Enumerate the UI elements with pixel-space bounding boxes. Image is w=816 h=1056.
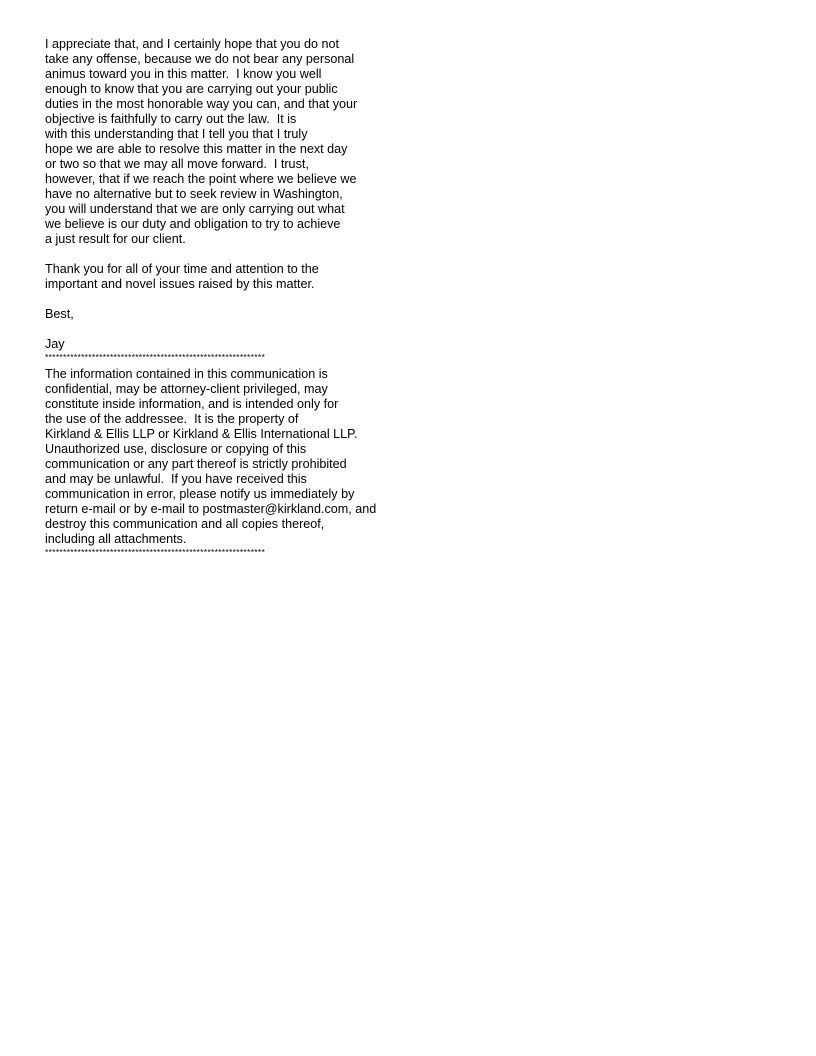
- text-line: with this understanding that I tell you that I truly: [45, 127, 308, 141]
- text-line: Thank you for all of your time and attention to the: [45, 262, 319, 276]
- disclaimer-line: destroy this communication and all copies thereof,: [45, 517, 325, 531]
- email-document: [45, 37, 785, 562]
- disclaimer-line: communication in error, please notify us immediately by: [45, 487, 355, 501]
- disclaimer-line: and may be unlawful. If you have received this: [45, 472, 307, 486]
- disclaimer-line: constitute inside information, and is intended only for: [45, 397, 339, 411]
- disclaimer-line: Unauthorized use, disclosure or copying of this: [45, 442, 307, 456]
- disclaimer-line: communication or any part thereof is strictly prohibited: [45, 457, 347, 471]
- paragraph-spacer: [45, 292, 785, 307]
- separator-bottom: *************************************************************: [45, 547, 266, 557]
- text-line: duties in the most honorable way you can, and that your: [45, 97, 358, 111]
- text-line: have no alternative but to seek review in Washington,: [45, 187, 343, 201]
- text-line: or two so that we may all move forward. I trust,: [45, 157, 309, 171]
- text-line: hope we are able to resolve this matter in the next day: [45, 142, 348, 156]
- text-line: however, that if we reach the point where we believe we: [45, 172, 357, 186]
- paragraph-body: [45, 37, 785, 247]
- signature-name: Jay: [45, 337, 65, 351]
- paragraph-spacer: [45, 322, 785, 337]
- text-line: I appreciate that, and I certainly hope that you do not: [45, 37, 340, 51]
- separator-top: *************************************************************: [45, 352, 266, 362]
- disclaimer-line: Kirkland & Ellis LLP or Kirkland & Ellis International LLP.: [45, 427, 358, 441]
- text-line: important and novel issues raised by this matter.: [45, 277, 315, 291]
- text-line: animus toward you in this matter. I know you well: [45, 67, 322, 81]
- disclaimer-line: confidential, may be attorney-client privileged, may: [45, 382, 328, 396]
- closing-line: Best,: [45, 307, 74, 321]
- text-line: enough to know that you are carrying out your public: [45, 82, 338, 96]
- text-line: we believe is our duty and obligation to try to achieve: [45, 217, 341, 231]
- text-line: you will understand that we are only carrying out what: [45, 202, 345, 216]
- text-line: a just result for our client.: [45, 232, 186, 246]
- disclaimer-line: The information contained in this communication is: [45, 367, 328, 381]
- paragraph-thanks: [45, 262, 785, 292]
- disclaimer-line: the use of the addressee. It is the property of: [45, 412, 299, 426]
- disclaimer-line: including all attachments.: [45, 532, 187, 546]
- text-line: take any offense, because we do not bear any personal: [45, 52, 355, 66]
- disclaimer-line: return e-mail or by e-mail to postmaster@kirkland.com, and: [45, 502, 377, 516]
- confidentiality-disclaimer: [45, 367, 785, 547]
- text-line: objective is faithfully to carry out the law. It is: [45, 112, 297, 126]
- paragraph-spacer: [45, 247, 785, 262]
